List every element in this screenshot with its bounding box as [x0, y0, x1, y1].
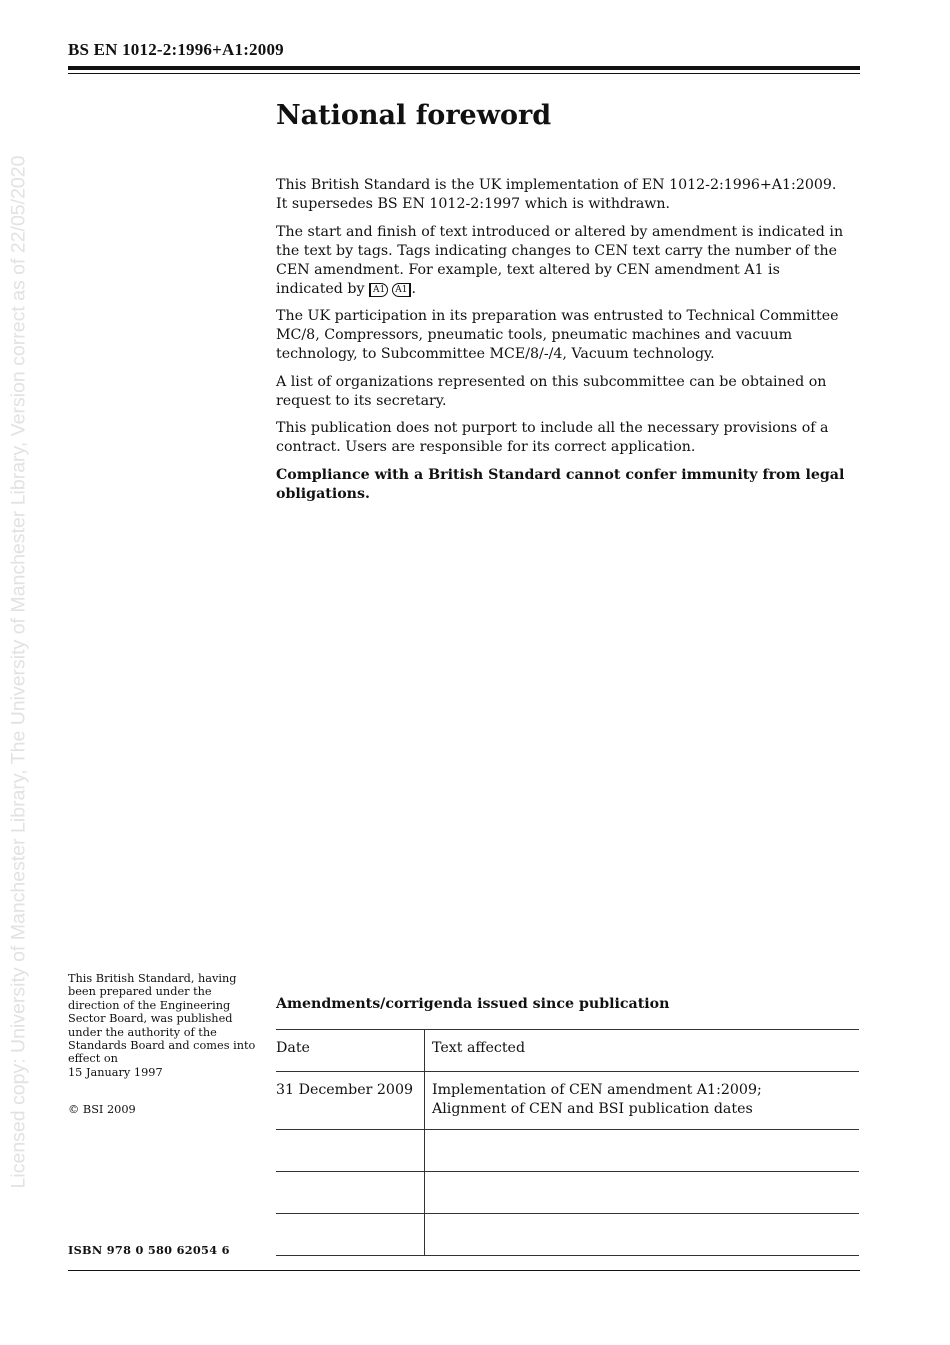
header-rule-thin [68, 73, 860, 74]
page-title: National foreword [276, 100, 552, 131]
amendment-close-tag-icon: A1 [392, 283, 411, 297]
paragraph-amendment-end: . [411, 280, 416, 297]
paragraph-amendment-tags [276, 223, 851, 299]
amendment-open-tag-icon: A1 [369, 283, 388, 297]
empty-cell [276, 1172, 425, 1214]
empty-cell [425, 1130, 860, 1172]
paragraph-compliance: Compliance with a British Standard cannot confer immunity from legal obligations. [276, 466, 845, 502]
amendment-text-affected [425, 1072, 860, 1130]
paragraph-organizations: A list of organizations represented on this subcommittee can be obtained on request to its secretary. [276, 373, 827, 409]
publication-note-date: 15 January 1997 [68, 1065, 163, 1079]
paragraph-amendment-text: The start and finish of text introduced or altered by amendment is indicated in the text by tags. Tags indicating changes to CEN text carry the number of the CEN amendment. For example, text altered by CEN amendment A1 is indicated by [276, 223, 844, 297]
copyright-notice: © BSI 2009 [68, 1103, 136, 1116]
isbn-number: ISBN 978 0 580 62054 6 [68, 1243, 230, 1257]
amendment-date: 31 December 2009 [276, 1072, 425, 1130]
column-header-date: Date [276, 1030, 425, 1072]
table-header-row [276, 1030, 859, 1072]
amendments-table [276, 1029, 859, 1256]
empty-cell [425, 1214, 860, 1256]
amendments-title: Amendments/corrigenda issued since publication [276, 996, 670, 1012]
table-row [276, 1072, 859, 1130]
publication-note [68, 972, 258, 1079]
table-row-empty [276, 1214, 859, 1256]
empty-cell [276, 1130, 425, 1172]
table-row-empty [276, 1172, 859, 1214]
amendment-text-line: Alignment of CEN and BSI publication dates [432, 1101, 753, 1117]
table-row-empty [276, 1130, 859, 1172]
foreword-body [276, 176, 851, 512]
paragraph-implementation: This British Standard is the UK implementation of EN 1012-2:1996+A1:2009. It supersedes BS EN 1012-2:1997 which is withdrawn. [276, 177, 837, 212]
document-header-title: BS EN 1012-2:1996+A1:2009 [68, 40, 284, 59]
amendment-text-line: Implementation of CEN amendment A1:2009; [432, 1082, 762, 1098]
header-rule-thick [68, 66, 860, 70]
footer-rule [68, 1270, 860, 1271]
paragraph-committee: The UK participation in its preparation was entrusted to Technical Committee MC/8, Compressors, pneumatic tools, pneumatic machines and vacuum technology, to Subcommittee MCE/8/-/4, Vacuum technology. [276, 308, 839, 362]
column-header-text-affected: Text affected [425, 1030, 860, 1072]
license-watermark: Licensed copy: University of Manchester Library, The University of Manchester Library, Version correct as of 22/05/2020 [7, 155, 30, 1189]
paragraph-provisions: This publication does not purport to include all the necessary provisions of a contract. Users are responsible for its correct application. [276, 420, 829, 455]
empty-cell [425, 1172, 860, 1214]
empty-cell [276, 1214, 425, 1256]
publication-note-text: This British Standard, having been prepared under the direction of the Engineering Sector Board, was published under the authority of the Standards Board and comes into effect on [68, 972, 256, 1066]
